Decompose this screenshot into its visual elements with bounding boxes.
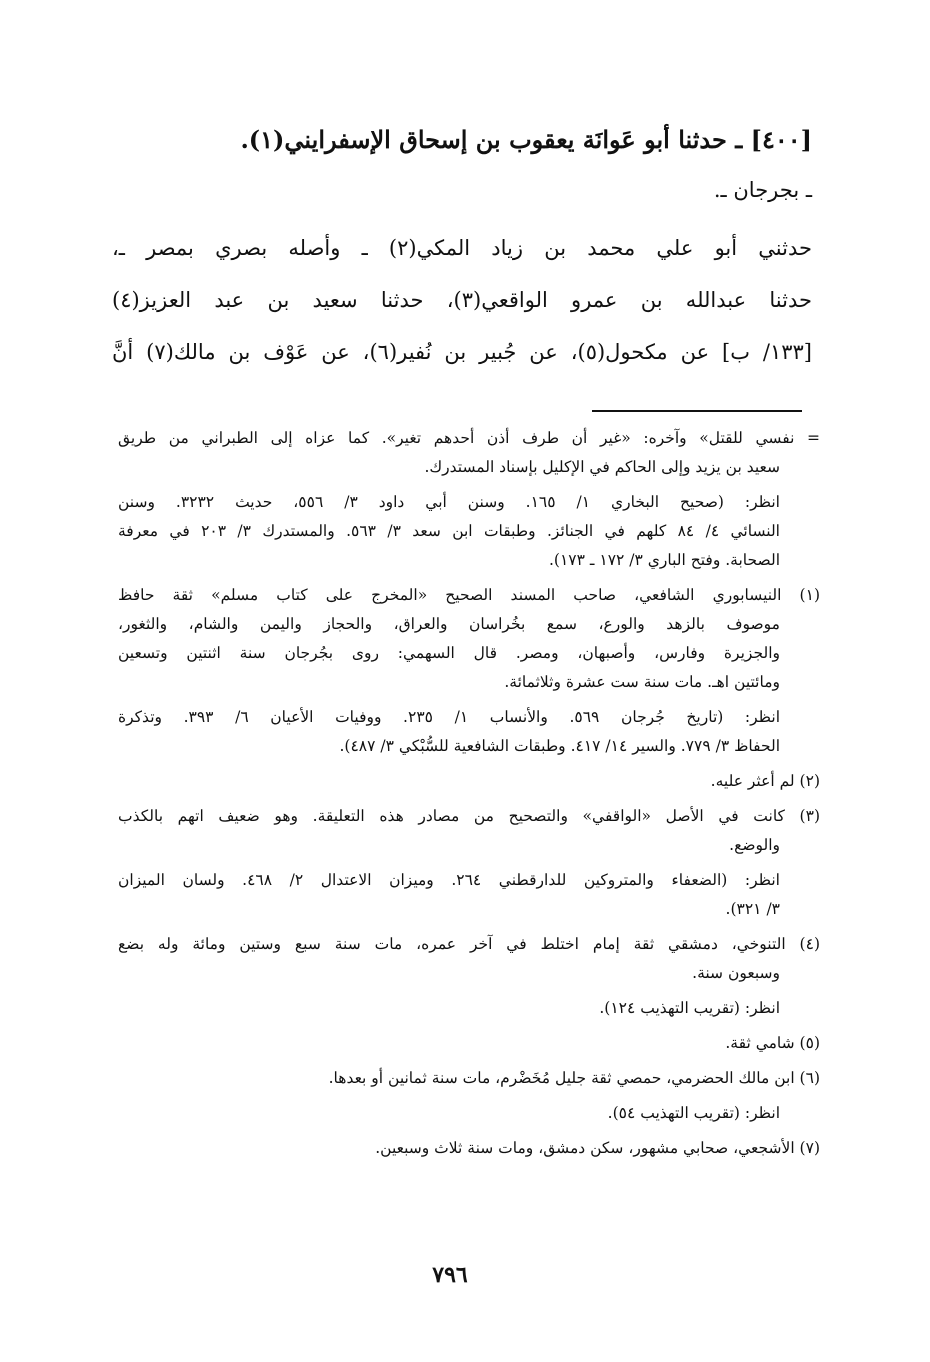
footnote-line: انظر: (الضعفاء والمتروكين للدارقطني ٢٦٤. وميزان الاعتدال ٢/ ٤٦٨. ولسان الميزان [118, 871, 780, 889]
footnote-line: انظر: (تاريخ جُرجان ٥٦٩. والأنساب ١/ ٢٣٥. ووفيات الأعيان ٦/ ٣٩٣. وتذكرة [118, 708, 781, 726]
footnote-line: سعيد بن يزيد وإلى الحاكم في الإكليل بإسناد المستدرك. [424, 458, 780, 476]
footnote-line: انظر: (صحيح البخاري ١/ ١٦٥. وسنن أبي داود ٣/ ٥٥٦، حديث ٣٢٣٢. وسنن [118, 493, 780, 511]
footnote-line: الصحابة. وفتح الباري ٣/ ١٧٢ ـ ١٧٣). [549, 551, 780, 569]
footnote-line: الحفاظ ٣/ ٧٧٩. والسير ١٤/ ٤١٧. وطبقات الشافعية للسُّبْكي ٣/ ٤٨٧). [339, 737, 780, 755]
body-line: [١٣٣/ ب] عن مكحول(٥)، عن جُبير بن نُفير(٦)، عن عَوْف بن مالك(٧) أنَّ [112, 340, 812, 364]
page-number: ٧٩٦ [432, 1262, 468, 1288]
footnote-line: النسائي ٤/ ٨٤ كلهم في الجنائز. وطبقات ابن سعد ٣/ ٥٦٣. والمستدرك ٣/ ٢٠٣ في معرفة [118, 522, 780, 540]
body-line: حدثني أبو علي محمد بن زياد المكي(٢) ـ وأصله بصري بمصر ـ، [112, 236, 812, 260]
footnote-line: انظر: (تقريب التهذيب ١٢٤). [599, 999, 780, 1017]
footnote-line: انظر: (تقريب التهذيب ٥٤). [607, 1104, 780, 1122]
footnote-line: والجزيرة وفارس، وأصبهان، ومصر. قال السهمي: روى بجُرجان سنة اثنتين وتسعين [118, 644, 780, 662]
footnote-line: ومائتين اهـ. مات سنة ست عشرة وثلاثمائة. [504, 673, 780, 691]
footnotes [118, 424, 820, 1163]
footnote-line: وسبعون سنة. [692, 964, 780, 982]
footnote-line: (٦) ابن مالك الحضرمي، حمصي ثقة جليل مُخَضْرم، مات سنة ثمانين أو بعدها. [328, 1069, 820, 1087]
footnote-separator [592, 410, 802, 412]
footnote-line: (٧) الأشجعي، صحابي مشهور، سكن دمشق، ومات سنة ثلاث وسبعين. [375, 1139, 820, 1157]
footnote-line: والوضع. [729, 836, 780, 854]
footnote-line: ٣/ ٣٢١). [725, 900, 780, 918]
main-text [112, 120, 812, 378]
footnote-line: (٤) التنوخي، دمشقي ثقة إمام اختلط في آخر عمره، مات سنة سبع وستين ومائة وله بضع [118, 935, 820, 953]
footnote-line: موصوف بالزهد والورع، سمع بخُراسان والعراق، والحجاز واليمن والشام، والثغور، [118, 615, 780, 633]
footnote-line: (٢) لم أعثر عليه. [710, 772, 820, 790]
hadith-subheading: ـ بجرجان ـ. [713, 178, 812, 202]
footnote-line: (٣) كانت في الأصل «الواقفي» والتصحيح من مصادر هذه التعليقة. وهو ضعيف اتهم بالكذب [118, 807, 820, 825]
hadith-heading: [٤٠٠] ـ حدثنا أبو عَوانَة يعقوب بن إسحاق الإسفرايني(١). [240, 125, 812, 154]
footnote-line: (٥) شامي ثقة. [725, 1034, 820, 1052]
footnote-line: (١) النيسابوري الشافعي، صاحب المسند الصحيح «المخرج على كتاب مسلم» ثقة حافظ [118, 586, 820, 604]
footnote-line: = نفسي للقتل» وآخره: «غير أن طرف أذن أحدهم تغير». كما عزاه إلى الطبراني من طريق [118, 429, 820, 447]
body-line: حدثنا عبدالله بن عمرو الواقعي(٣)، حدثنا سعيد بن عبد العزيز(٤) [112, 288, 812, 312]
